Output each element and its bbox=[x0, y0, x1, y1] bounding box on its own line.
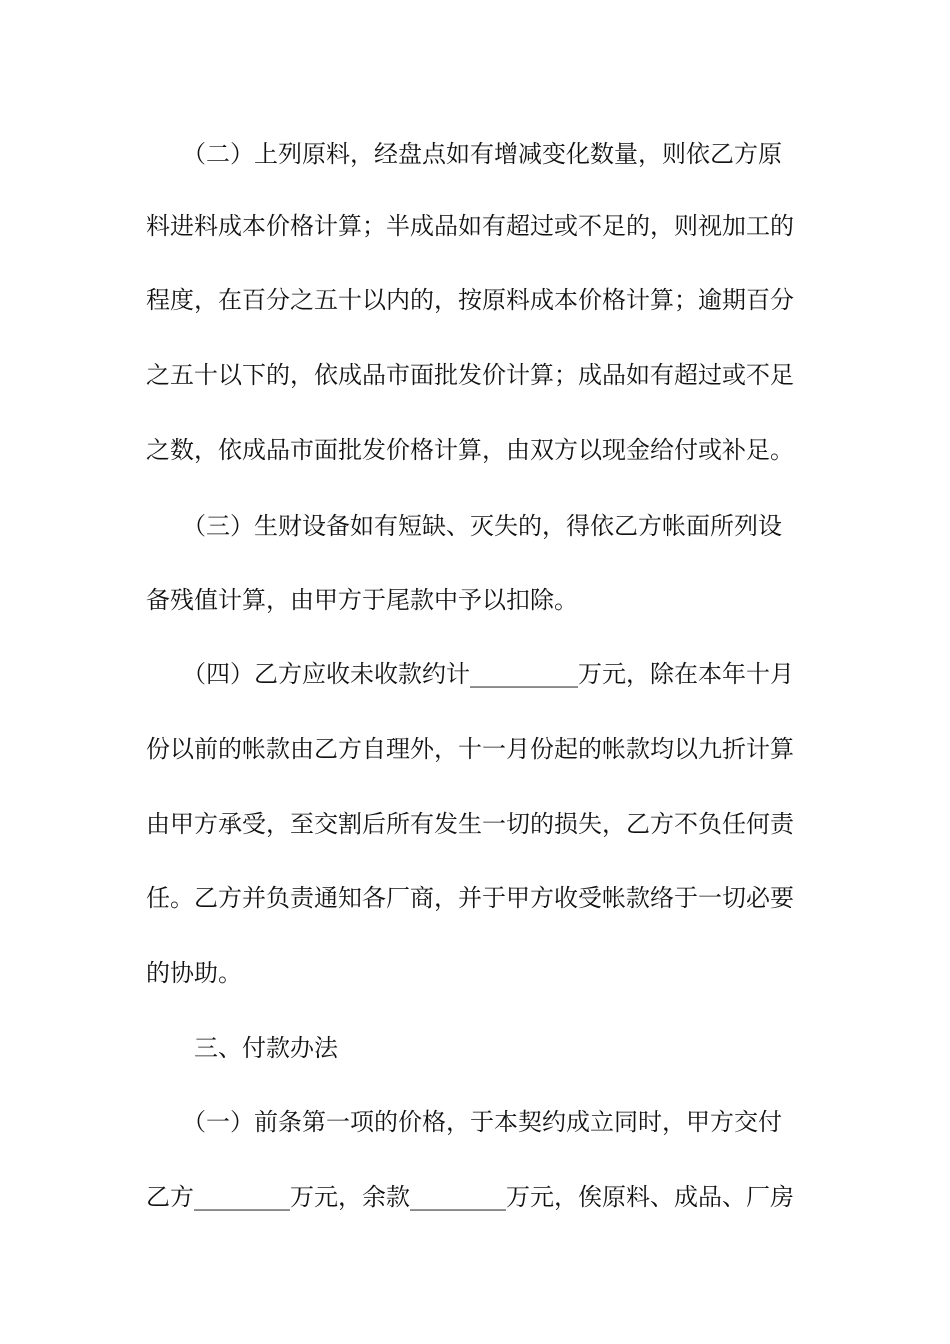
paragraph-4-line-5: 的协助。 bbox=[146, 959, 242, 987]
paragraph-2-line-5: 之数，依成品市面批发价格计算，由双方以现金给付或补足。 bbox=[146, 436, 794, 464]
payment-paragraph-1-line-2: 乙方________万元，余款________万元，俟原料、成品、厂房 bbox=[146, 1183, 794, 1211]
payment-paragraph-1-line-1: （一）前条第一项的价格，于本契约成立同时，甲方交付 bbox=[146, 1108, 782, 1136]
paragraph-4-line-1: （四）乙方应收未收款约计_________万元，除在本年十月 bbox=[146, 660, 794, 688]
paragraph-2-line-2: 料进料成本价格计算；半成品如有超过或不足的，则视加工的 bbox=[146, 212, 794, 240]
paragraph-4-line-4: 任。乙方并负责通知各厂商，并于甲方收受帐款络于一切必要 bbox=[146, 884, 794, 912]
section-heading-payment: 三、付款办法 bbox=[146, 1034, 338, 1062]
paragraph-3-line-2: 备残值计算，由甲方于尾款中予以扣除。 bbox=[146, 586, 578, 614]
paragraph-2-line-4: 之五十以下的，依成品市面批发价计算；成品如有超过或不足 bbox=[146, 361, 794, 389]
paragraph-4-line-3: 由甲方承受，至交割后所有发生一切的损失，乙方不负任何责 bbox=[146, 810, 794, 838]
paragraph-2-line-1: （二）上列原料，经盘点如有增减变化数量，则依乙方原 bbox=[146, 140, 782, 168]
paragraph-4-line-2: 份以前的帐款由乙方自理外，十一月份起的帐款均以九折计算 bbox=[146, 735, 794, 763]
paragraph-3-line-1: （三）生财设备如有短缺、灭失的，得依乙方帐面所列设 bbox=[146, 512, 782, 540]
paragraph-2-line-3: 程度，在百分之五十以内的，按原料成本价格计算；逾期百分 bbox=[146, 286, 794, 314]
